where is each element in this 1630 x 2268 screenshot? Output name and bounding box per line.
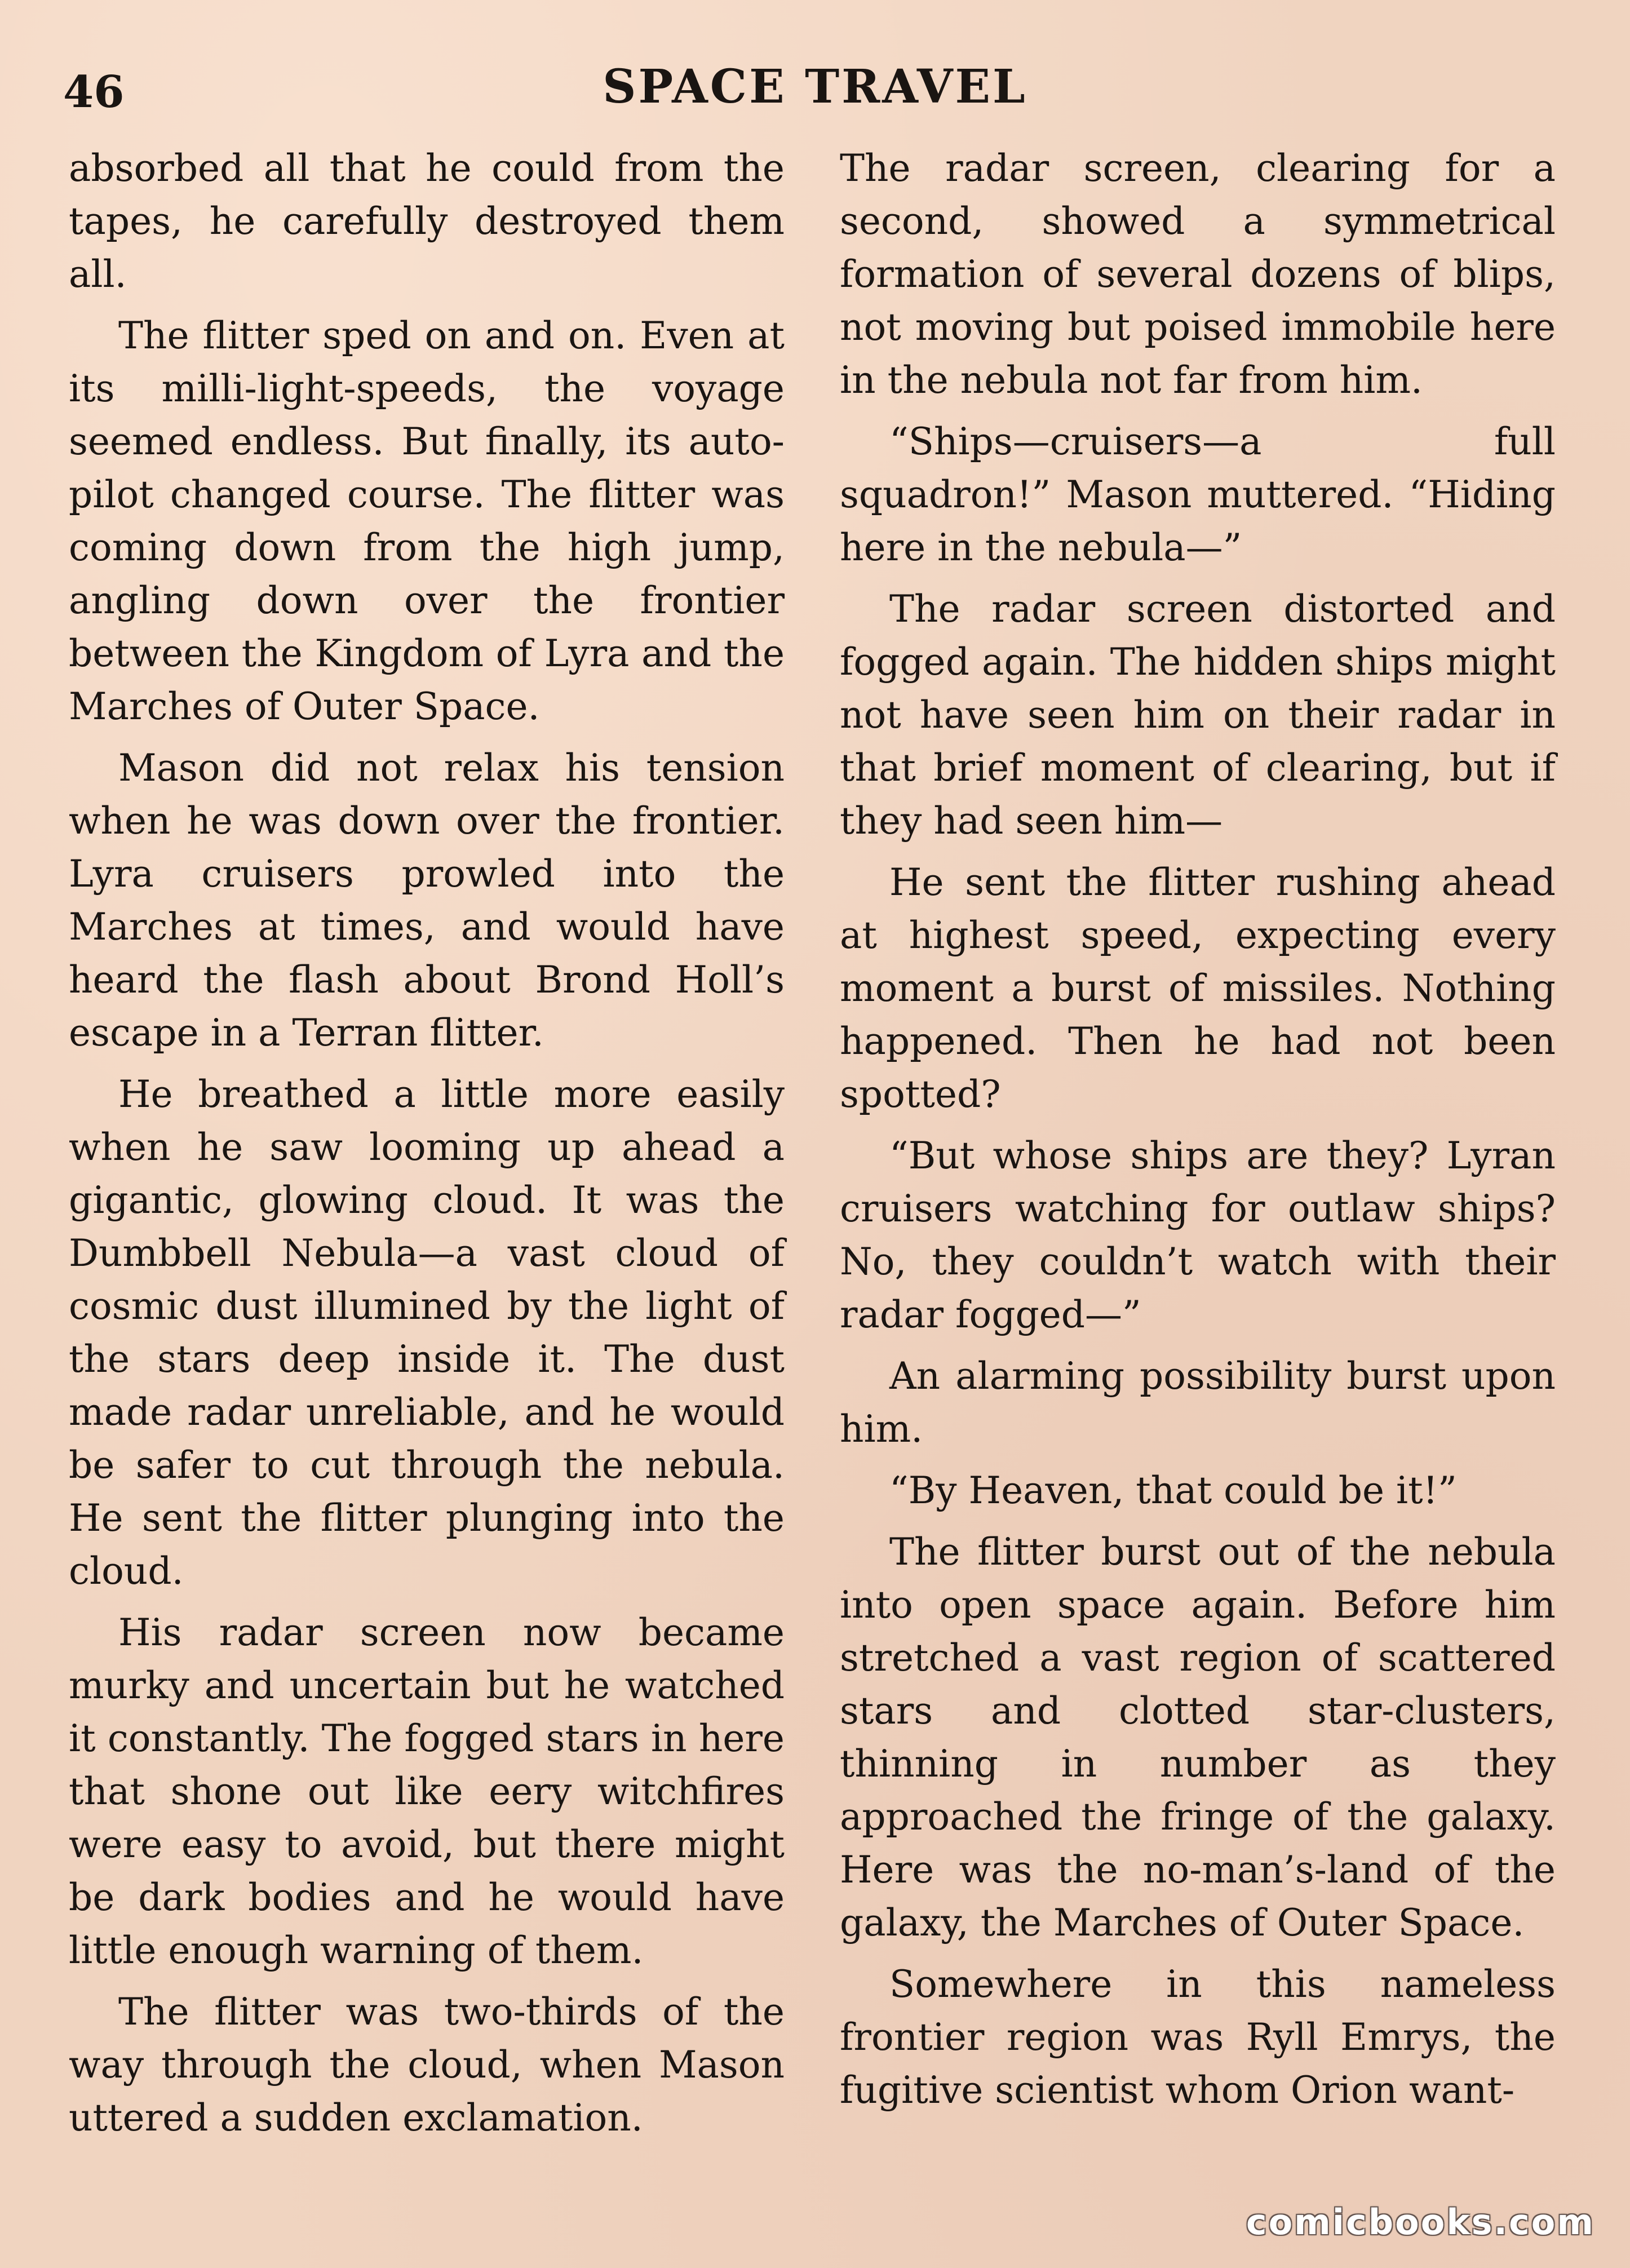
running-head-title: SPACE TRAVEL — [603, 60, 1027, 114]
watermark: comicbooks.com — [1246, 2201, 1595, 2243]
paragraph: “By Heaven, that could be it!” — [889, 1469, 1457, 1512]
paragraph: The flitter burst out of the nebula into open space again. Before him stretched a vast region of scattered stars and clotted star-clusters, thinning in number as they approached the fringe of the galaxy. Here was the no-man’s-land of the galaxy, the Marches of Outer Space. — [840, 1530, 1556, 1944]
paragraph: The flitter sped on and on. Even at its milli-light-speeds, the voyage seemed endless. But finally, its auto-pilot changed course. The flitter was coming down from the high jump, angling down over the frontier between the Kingdom of Lyra and the Marches of Outer Space. — [69, 314, 785, 728]
left-text-column — [69, 142, 785, 2153]
paragraph: The flitter was two-thirds of the way through the cloud, when Mason uttered a sudden exclamation. — [69, 1990, 785, 2139]
paragraph: absorbed all that he could from the tapes, he carefully destroyed them all. — [69, 147, 785, 296]
paragraph: He sent the flitter rushing ahead at highest speed, expecting every moment a burst of missiles. Nothing happened. Then he had not been spotted? — [840, 861, 1556, 1116]
paragraph: His radar screen now became murky and uncertain but he watched it constantly. The fogged stars in here that shone out like eery witchfires were easy to avoid, but there might be dark bodies and he would have little enough warning of them. — [69, 1611, 785, 1972]
paragraph: The radar screen distorted and fogged again. The hidden ships might not have seen him on their radar in that brief moment of clearing, but if they had seen him— — [840, 587, 1556, 843]
paragraph: Mason did not relax his tension when he was down over the frontier. Lyra cruisers prowled into the Marches at times, and would have heard the flash about Brond Holl’s escape in a Terran flitter. — [69, 746, 785, 1055]
right-text-column — [840, 142, 1556, 2125]
paragraph: “But whose ships are they? Lyran cruisers watching for outlaw ships? No, they couldn’t watch with their radar fogged—” — [840, 1134, 1556, 1336]
page-number: 46 — [63, 67, 125, 118]
paragraph: An alarming possibility burst upon him. — [840, 1354, 1556, 1451]
page-header — [0, 54, 1630, 121]
paragraph: Somewhere in this nameless frontier region was Ryll Emrys, the fugitive scientist whom Orion want- — [840, 1963, 1556, 2112]
paragraph: He breathed a little more easily when he saw looming up ahead a gigantic, glowing cloud. It was the Dumbbell Nebula—a vast cloud of cosmic dust illumined by the light of the stars deep inside it. The dust made radar unreliable, and he would be safer to cut through the nebula. He sent the flitter plunging into the cloud. — [69, 1073, 785, 1593]
paragraph: “Ships—cruisers—a full squadron!” Mason muttered. “Hiding here in the nebula—” — [840, 420, 1556, 569]
paragraph: The radar screen, clearing for a second, showed a symmetrical formation of several dozens of blips, not moving but poised immobile here in the nebula not far from him. — [840, 147, 1556, 402]
